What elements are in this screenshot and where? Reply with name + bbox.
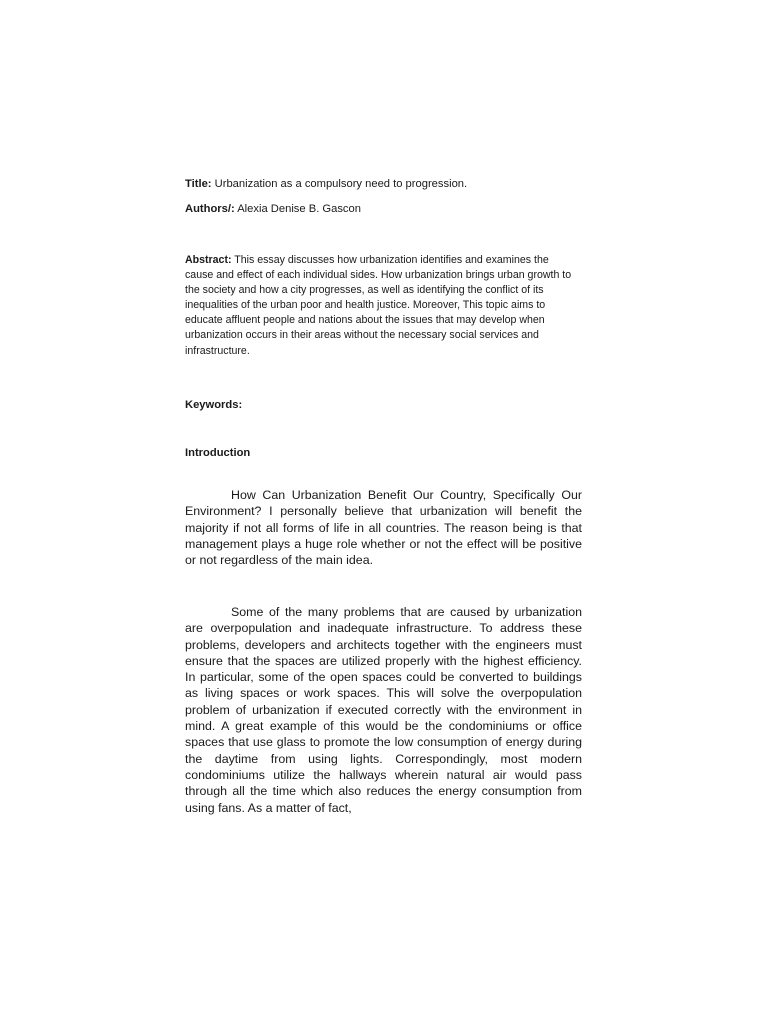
authors-line [185, 202, 582, 217]
abstract-label: Abstract: [185, 254, 232, 266]
intro-paragraph-1-text: How Can Urbanization Benefit Our Country, Specifically Our Environment? I personally believe that urbanization will benefit the majority if not all forms of life in all countries. The reason being is that management plays a huge role whether or not the effect will be positive or not regardless of the main idea. [185, 488, 582, 568]
abstract-text: This essay discusses how urbanization identifies and examines the cause and effect of each individual sides. How urbanization brings urban growth to the society and how a city progresses, as well as identifying the conflict of its inequalities of the urban poor and health justice. Moreover, This topic aims to educate affluent people and nations about the issues that may develop when urbanization occurs in their areas without the necessary social services and infrastructure. [185, 254, 572, 357]
authors-label: Authors/: [185, 203, 235, 215]
title-label: Title: [185, 178, 212, 190]
intro-paragraph-2 [185, 604, 582, 816]
title-text: Urbanization as a compulsory need to progression. [214, 178, 468, 190]
keywords-label: Keywords: [185, 399, 243, 411]
authors-text: Alexia Denise B. Gascon [237, 203, 361, 215]
intro-paragraph-1 [185, 487, 582, 568]
abstract-paragraph [185, 253, 577, 359]
intro-paragraph-2-text: Some of the many problems that are caused by urbanization are overpopulation and inadequate infrastructure. To address these problems, developers and architects together with the engineers must ensure that the spaces are utilized properly with the highest efficiency. In particular, some of the open spaces could be converted to buildings as living spaces or work spaces. This will solve the overpopulation problem of urbanization if executed correctly with the environment in mind. A great example of this would be the condominiums or office spaces that use glass to promote the low consumption of energy during the daytime from using lights. Correspondingly, most modern condominiums utilize the hallways wherein natural air would pass through all the time which also reduces the energy consumption from using fans. As a matter of fact, [185, 605, 582, 815]
introduction-heading: Introduction [185, 447, 251, 459]
title-line [185, 177, 582, 192]
